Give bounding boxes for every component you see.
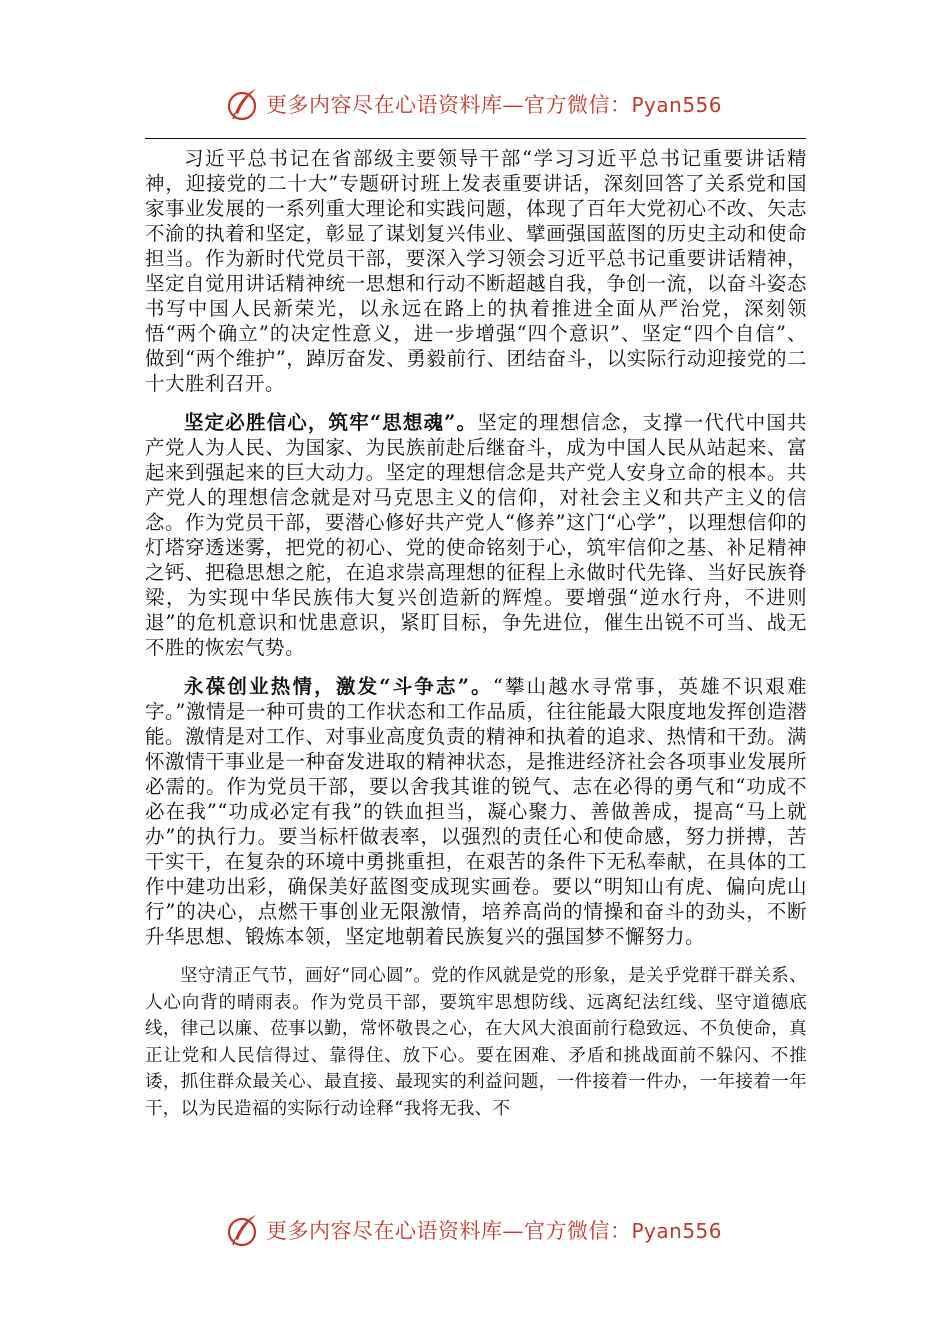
quill-logo-icon — [226, 1212, 262, 1248]
banner-wechat-id: Pyan556 — [631, 1219, 723, 1243]
banner-label: 更多内容尽在心语资料库—官方微信： — [266, 93, 632, 117]
quill-logo-icon — [226, 86, 262, 122]
paragraph-section-3 — [145, 963, 807, 1122]
paragraph-lead: 永葆创业热情，激发“斗争志”。 — [184, 675, 493, 698]
paragraph-section-2 — [145, 674, 807, 949]
footer-watermark-banner — [226, 1210, 746, 1250]
paragraph-section-1 — [145, 410, 807, 660]
paragraph-intro — [145, 146, 807, 396]
banner-wechat-id: Pyan556 — [631, 93, 723, 117]
paragraph-lead: 坚定必胜信心，筑牢“思想魂”。 — [184, 411, 478, 434]
paragraph-text: 习近平总书记在省部级主要领导干部“学习习近平总书记重要讲话精神，迎接党的二十大”专题研讨班上发表重要讲话，深刻回答了关系党和国家事业发展的一系列重大理论和实践问题，体现了百年大党初心不改、矢志不渝的执着和坚定，彰显了谋划复兴伟业、擘画强国蓝图的历史主动和使命担当。作为新时代党员干部，要深入学习领会习近平总书记重要讲话精神，坚定自觉用讲话精神统一思想和行动不断超越自我，争创一流，以奋斗姿态书写中国人民新荣光，以永远在路上的执着推进全面从严治党，深刻领悟“两个确立”的决定性意义，进一步增强“四个意识”、坚定“四个自信”、做到“两个维护”，踔厉奋发、勇毅前行、团结奋斗，以实际行动迎接党的二十大胜利召开。 — [145, 147, 807, 395]
banner-text — [266, 1215, 722, 1245]
paragraph-text: “攀山越水寻常事，英雄不识艰难字。”激情是一种可贵的工作状态和工作品质，往往能最大限度地发挥创造潜能。激情是对工作、对事业高度负责的精神和执着的追求、热情和干劲。满怀激情干事业是一种奋发进取的精神状态，是推进经济社会各项事业发展所必需的。作为党员干部，要以舍我其谁的锐气、志在必得的勇气和“功成不必在我”“功成必定有我”的铁血担当，凝心聚力、善做善成，提高“马上就办”的执行力。要当标杆做表率，以强烈的责任心和使命感，努力拼搏，苦干实干，在复杂的环境中勇挑重担，在艰苦的条件下无私奉献，在具体的工作中建功出彩，确保美好蓝图变成现实画卷。要以“明知山有虎、偏向虎山行”的决心，点燃干事创业无限激情，培养高尚的情操和奋斗的劲头，不断升华思想、锻炼本领，坚定地朝着民族复兴的强国梦不懈努力。 — [145, 675, 807, 948]
header-rule — [145, 138, 806, 139]
banner-text — [266, 89, 722, 119]
paragraph-text: 坚定的理想信念，支撑一代代中国共产党人为人民、为国家、为民族前赴后继奋斗，成为中国人民从站起来、富起来到强起来的巨大动力。坚定的理想信念是共产党人安身立命的根本。共产党人的理想信念就是对马克思主义的信仰，对社会主义和共产主义的信念。作为党员干部，要潜心修好共产党人“修养”这门“心学”，以理想信仰的灯塔穿透迷雾，把党的初心、党的使命铭刻于心，筑牢信仰之基、补足精神之钙、把稳思想之舵，在追求崇高理想的征程上永做时代先锋、当好民族脊梁，为实现中华民族伟大复兴创造新的辉煌。要增强“逆水行舟，不进则退”的危机意识和忧患意识，紧盯目标，争先进位，催生出锐不可当、战无不胜的恢宏气势。 — [145, 411, 807, 659]
banner-label: 更多内容尽在心语资料库—官方微信： — [266, 1219, 632, 1243]
paragraph-text: 坚守清正气节，画好“同心圆”。党的作风就是党的形象，是关乎党群干群关系、人心向背的晴雨表。作为党员干部，要筑牢思想防线、远离纪法红线、坚守道德底线，律己以廉、莅事以勤，常怀敬畏之心，在大风大浪面前行稳致远、不负使命，真正让党和人民信得过、靠得住、放下心。要在困难、矛盾和挑战面前不躲闪、不推诿，抓住群众最关心、最直接、最现实的利益问题，一件接着一件办，一年接着一年干，以为民造福的实际行动诠释“我将无我、不 — [145, 966, 807, 1119]
document-body — [145, 146, 807, 1136]
header-watermark-banner — [226, 84, 746, 124]
